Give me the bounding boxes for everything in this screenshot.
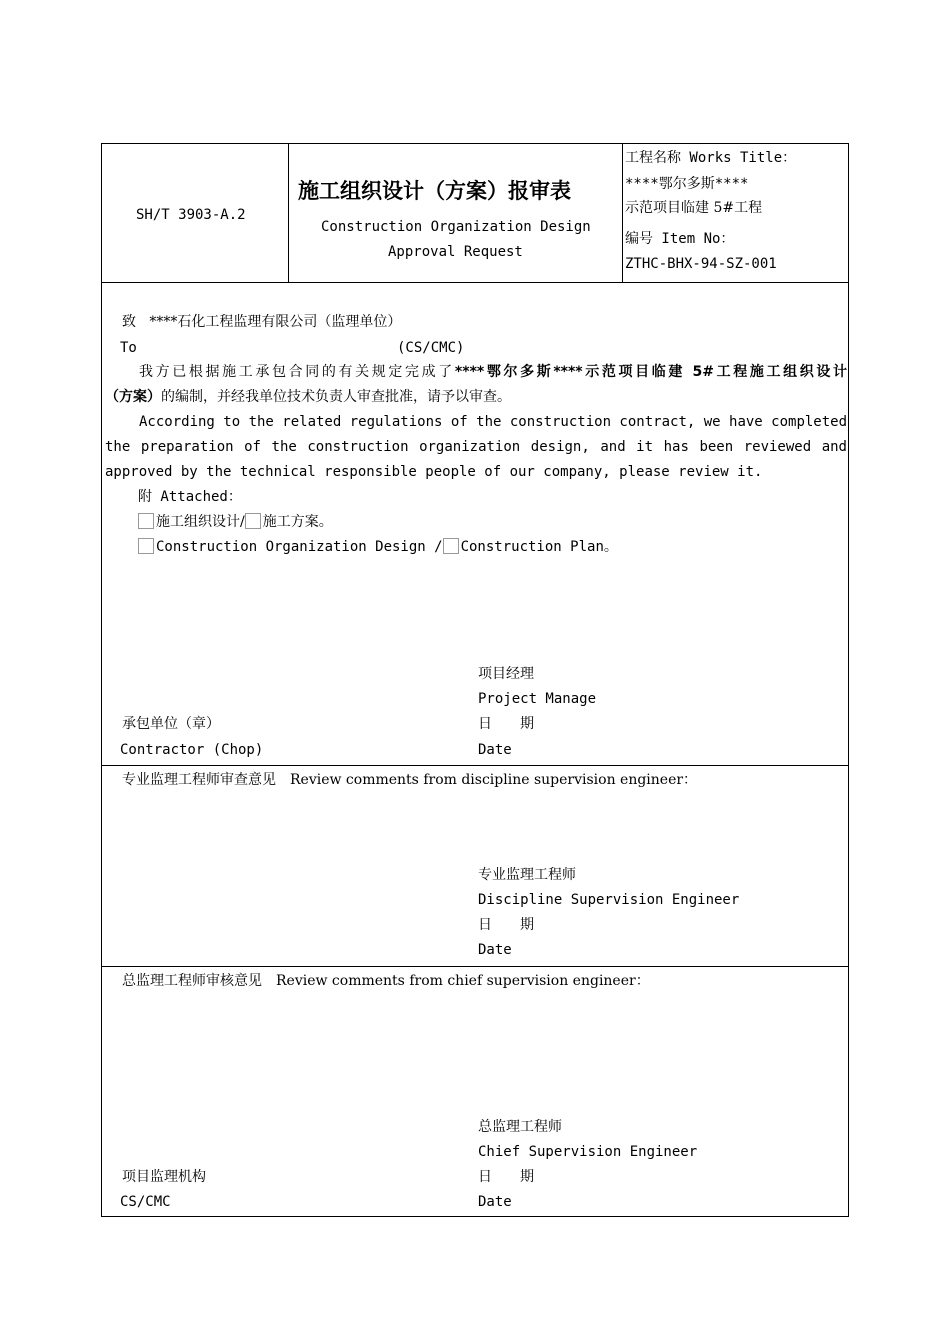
header-bottom-rule — [102, 282, 848, 283]
supervision-org-en: CS/CMC — [120, 1194, 171, 1210]
works-title-line2: 示范项目临建 5#工程 — [625, 200, 763, 216]
attach-en-option-1: Construction Organization Design / — [156, 539, 443, 555]
to-line-en-suffix: (CS/CMC) — [397, 340, 465, 356]
to-prefix: 致 — [122, 314, 136, 330]
request-body-en-line2: the preparation of the construction organization design, and it has been reviewed and — [105, 439, 847, 455]
request-body-cn — [105, 360, 847, 410]
plan-type-bold: （方案） — [105, 389, 161, 405]
attach-en-option-2: Construction Plan。 — [460, 539, 618, 555]
attached-label: 附 Attached： — [138, 489, 242, 505]
works-title-label: 工程名称 Works Title： — [625, 150, 797, 166]
project-manager-cn: 项目经理 — [478, 666, 534, 682]
checkbox-construction-design-cn[interactable] — [138, 513, 154, 529]
item-no-value: ZTHC-BHX-94-SZ-001 — [625, 256, 777, 272]
discipline-engineer-en: Discipline Supervision Engineer — [478, 892, 740, 908]
supervision-org-cn: 项目监理机构 — [122, 1169, 206, 1185]
request-body-cn-post: 的编制，并经我单位技术负责人审查批准，请予以审查。 — [161, 389, 511, 405]
section2-date-en: Date — [478, 942, 512, 958]
item-no-label: 编号 Item No： — [625, 231, 735, 247]
request-body-cn-line2 — [105, 385, 847, 410]
to-line-en: To — [120, 340, 137, 356]
form-title-en-line1: Construction Organization Design — [321, 219, 591, 235]
discipline-review-heading: 专业监理工程师审查意见 Review comments from discipline supervision engineer： — [122, 772, 698, 788]
discipline-engineer-cn: 专业监理工程师 — [478, 867, 576, 883]
approval-form — [101, 143, 849, 1217]
checkbox-construction-design-en[interactable] — [138, 538, 154, 554]
checkbox-construction-plan-en[interactable] — [443, 538, 459, 554]
header-divider-2 — [622, 144, 623, 282]
chief-review-heading: 总监理工程师审核意见 Review comments from chief supervision engineer： — [122, 973, 650, 989]
request-body-en — [105, 410, 847, 485]
works-title-line1: ****鄂尔多斯**** — [625, 176, 749, 192]
header-divider-1 — [288, 144, 289, 282]
project-name-bold: ****鄂尔多斯****示范项目临建 5#工程施工组织设计 — [454, 364, 848, 380]
standard-code: SH/T 3903-A.2 — [136, 207, 246, 223]
section2-bottom-rule — [102, 966, 848, 967]
section1-date-en: Date — [478, 742, 512, 758]
chief-engineer-en: Chief Supervision Engineer — [478, 1144, 698, 1160]
attach-cn-option-2: 施工方案。 — [262, 514, 333, 530]
to-line-cn — [122, 313, 401, 331]
request-body-en-line3: approved by the technical responsible people of our company, please review it. — [105, 464, 763, 480]
chief-engineer-cn: 总监理工程师 — [478, 1119, 562, 1135]
attach-options-cn — [138, 513, 333, 531]
section3-date-cn: 日 期 — [478, 1169, 534, 1185]
project-manager-en: Project Manage — [478, 691, 597, 707]
checkbox-construction-plan-cn[interactable] — [245, 513, 261, 529]
section2-date-cn: 日 期 — [478, 917, 534, 933]
attach-cn-option-1: 施工组织设计/ — [156, 514, 245, 530]
contractor-en: Contractor (Chop) — [120, 742, 264, 758]
request-body-en-line1: According to the related regulations of the construction contract, we have completed — [139, 414, 848, 430]
form-title-en-line2: Approval Request — [388, 244, 523, 260]
contractor-cn: 承包单位（章） — [122, 716, 220, 732]
request-body-cn-line1 — [105, 360, 847, 385]
form-title-cn: 施工组织设计（方案）报审表 — [298, 179, 571, 203]
section3-date-en: Date — [478, 1194, 512, 1210]
section1-date-cn: 日 期 — [478, 716, 534, 732]
attach-options-en — [138, 538, 618, 556]
request-body-cn-pre: 我方已根据施工承包合同的有关规定完成了 — [139, 364, 455, 380]
supervisor-company: ****石化工程监理有限公司（监理单位） — [149, 314, 402, 330]
section1-bottom-rule — [102, 765, 848, 766]
